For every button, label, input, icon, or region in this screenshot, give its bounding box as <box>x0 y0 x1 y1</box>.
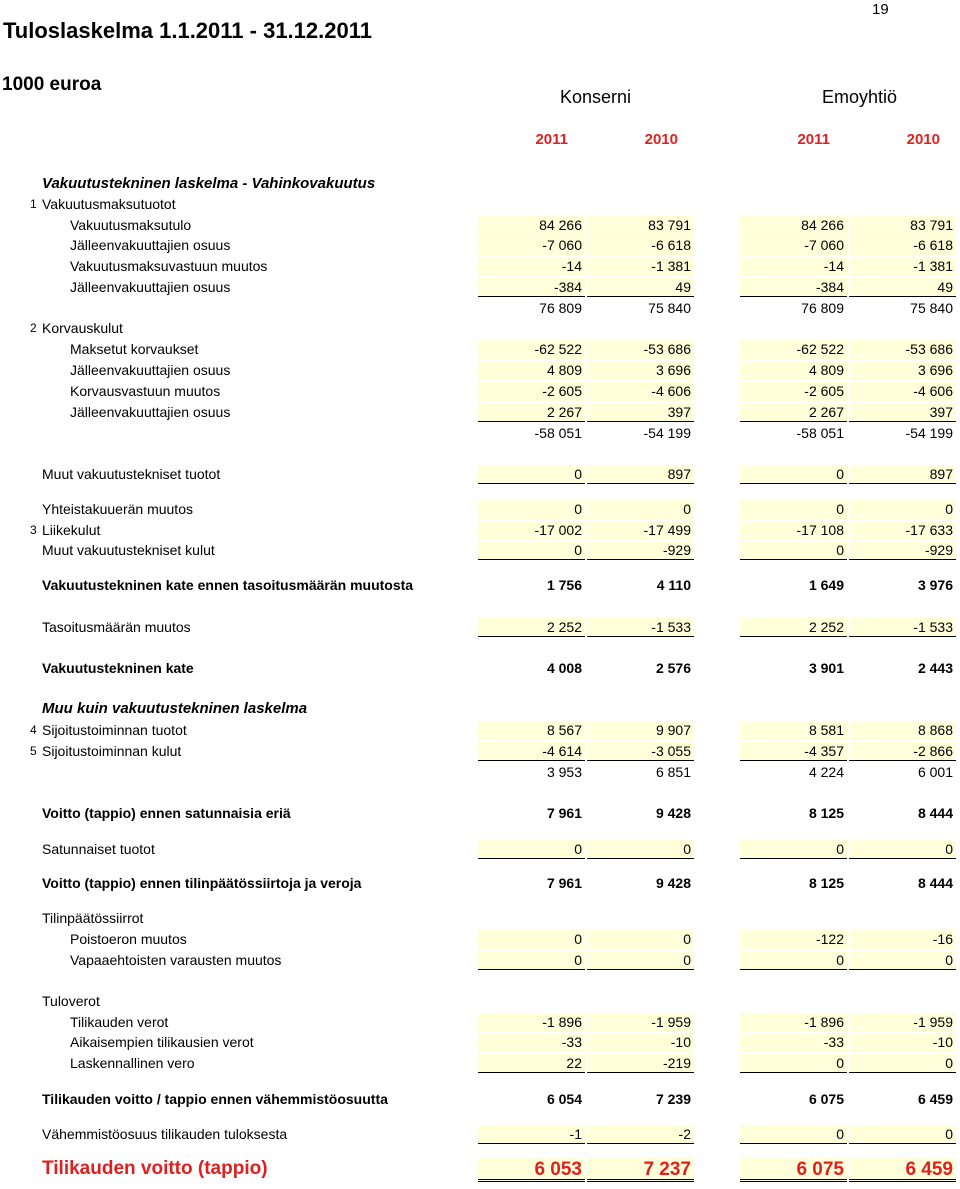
value-parent-2011: 3 901 <box>808 660 844 676</box>
value-parent-2010: -53 686 <box>849 340 956 359</box>
value-group-2011: 0 <box>478 840 585 859</box>
row-label: Jälleenvakuuttajien osuus <box>70 237 231 253</box>
value-parent-2011: -17 108 <box>740 521 847 540</box>
row-label: Muut vakuutustekniset tuotot <box>42 466 221 482</box>
value-group-2010: 897 <box>587 465 694 484</box>
value-group-2011: 4 809 <box>478 361 585 380</box>
value-parent-2010: 6 459 <box>917 1091 953 1107</box>
value-parent-2011: -14 <box>740 257 847 276</box>
value-parent-2011: 6 075 <box>740 1158 847 1182</box>
row-label: Vähemmistöosuus tilikauden tuloksesta <box>42 1126 288 1142</box>
value-group-2011: -384 <box>478 278 585 297</box>
value-parent-2010: 397 <box>849 403 956 422</box>
value-group-2011: 0 <box>478 951 585 970</box>
row-label: Poistoeron muutos <box>70 931 187 947</box>
value-parent-2011: -4 357 <box>740 742 847 761</box>
row-label: Korvausvastuun muutos <box>70 383 221 399</box>
page-number: 19 <box>872 1 889 18</box>
row-label: Tilikauden verot <box>70 1014 169 1030</box>
year-header-parent-2010: 2010 <box>906 131 940 148</box>
row-label: Satunnaiset tuotot <box>42 841 155 857</box>
value-group-2010: -2 <box>587 1125 694 1144</box>
value-group-2011: 7 961 <box>546 875 582 891</box>
row-label: Vakuutustekninen kate <box>42 660 194 676</box>
value-group-2011: -2 605 <box>478 382 585 401</box>
value-group-2011: 0 <box>478 500 585 519</box>
value-parent-2010: 0 <box>849 500 956 519</box>
row-label: Vakuutustekninen kate ennen tasoitusmäärän muutosta <box>42 577 414 593</box>
value-group-2010: 2 576 <box>655 660 691 676</box>
value-group-2011: 1 756 <box>546 577 582 593</box>
value-parent-2010: -10 <box>849 1033 956 1052</box>
row-label: Voitto (tappio) ennen tilinpäätössiirtoja ja veroja <box>42 875 362 891</box>
value-group-2010: -17 499 <box>587 521 694 540</box>
value-group-2011: -1 <box>478 1125 585 1144</box>
value-group-2010: -6 618 <box>587 236 694 255</box>
value-group-2011: 76 809 <box>539 300 582 316</box>
value-parent-2011: 0 <box>740 840 847 859</box>
row-label: Jälleenvakuuttajien osuus <box>70 279 231 295</box>
value-group-2010: -53 686 <box>587 340 694 359</box>
value-parent-2011: -58 051 <box>796 425 844 441</box>
value-parent-2010: -16 <box>849 930 956 949</box>
value-group-2010: 0 <box>587 930 694 949</box>
value-parent-2010: -2 866 <box>849 742 956 761</box>
value-parent-2010: 0 <box>849 1054 956 1073</box>
row-label: Tasoitusmäärän muutos <box>42 619 191 635</box>
value-group-2011: 84 266 <box>478 216 585 235</box>
value-group-2011: -4 614 <box>478 742 585 761</box>
value-parent-2011: 0 <box>740 465 847 484</box>
value-parent-2011: 8 125 <box>808 875 844 891</box>
row-index: 3 <box>30 523 37 537</box>
value-parent-2011: 76 809 <box>801 300 844 316</box>
row-label: Liikekulut <box>42 522 101 538</box>
value-group-2011: -7 060 <box>478 236 585 255</box>
section-non-technical: Muu kuin vakuutustekninen laskelma <box>42 700 308 717</box>
row-label: Laskennallinen vero <box>70 1055 195 1071</box>
value-parent-2011: 0 <box>740 1125 847 1144</box>
row-label: Sijoitustoiminnan tuotot <box>42 722 187 738</box>
value-parent-2011: -62 522 <box>740 340 847 359</box>
value-parent-2010: 0 <box>849 951 956 970</box>
value-parent-2010: -6 618 <box>849 236 956 255</box>
value-parent-2010: 8 444 <box>917 805 953 821</box>
value-parent-2011: 2 252 <box>740 618 847 637</box>
group-column-header: Konserni <box>560 87 632 107</box>
value-group-2010: 75 840 <box>648 300 691 316</box>
value-parent-2011: -33 <box>740 1033 847 1052</box>
value-group-2010: -3 055 <box>587 742 694 761</box>
row-label: Aikaisempien tilikausien verot <box>70 1034 254 1050</box>
value-parent-2011: -7 060 <box>740 236 847 255</box>
value-group-2011: 6 054 <box>546 1091 582 1107</box>
value-parent-2010: 2 443 <box>917 660 953 676</box>
value-parent-2010: 8 444 <box>917 875 953 891</box>
value-group-2010: 397 <box>587 403 694 422</box>
value-parent-2010: -4 606 <box>849 382 956 401</box>
row-label: Vakuutusmaksutulo <box>70 217 192 233</box>
value-group-2011: 2 267 <box>478 403 585 422</box>
year-header-group-2010: 2010 <box>644 131 678 148</box>
parent-column-header: Emoyhtiö <box>822 87 898 107</box>
value-group-2011: -33 <box>478 1033 585 1052</box>
row-label: Muut vakuutustekniset kulut <box>42 542 215 558</box>
value-group-2010: 3 696 <box>587 361 694 380</box>
value-group-2011: 3 953 <box>546 764 582 780</box>
row-label: Vapaaehtoisten varausten muutos <box>70 952 282 968</box>
row-label: Tilikauden voitto (tappio) <box>42 1158 268 1179</box>
value-group-2010: -929 <box>587 541 694 560</box>
row-index: 5 <box>30 744 37 758</box>
row-label: Maksetut korvaukset <box>70 341 199 357</box>
row-label: Sijoitustoiminnan kulut <box>42 743 182 759</box>
value-parent-2011: 8 125 <box>808 805 844 821</box>
value-group-2010: 83 791 <box>587 216 694 235</box>
value-group-2010: -219 <box>587 1054 694 1073</box>
value-parent-2011: -2 605 <box>740 382 847 401</box>
row-index: 4 <box>30 723 37 737</box>
value-parent-2010: 3 976 <box>917 577 953 593</box>
value-parent-2010: 0 <box>849 840 956 859</box>
value-parent-2011: 84 266 <box>740 216 847 235</box>
value-group-2011: 7 961 <box>546 805 582 821</box>
value-group-2011: -14 <box>478 257 585 276</box>
row-label: Tilikauden voitto / tappio ennen vähemmistöosuutta <box>42 1091 388 1107</box>
value-parent-2010: 897 <box>849 465 956 484</box>
row-label: Yhteistakuuerän muutos <box>42 501 193 517</box>
value-group-2010: -54 199 <box>643 425 691 441</box>
row-label: Vakuutusmaksutuotot <box>42 196 176 212</box>
value-parent-2010: -929 <box>849 541 956 560</box>
value-parent-2011: 0 <box>740 541 847 560</box>
value-group-2010: 6 851 <box>655 764 691 780</box>
value-group-2010: 9 907 <box>587 721 694 740</box>
row-label: Tuloverot <box>42 993 100 1009</box>
row-label: Jälleenvakuuttajien osuus <box>70 362 231 378</box>
value-parent-2010: -17 633 <box>849 521 956 540</box>
value-group-2011: 0 <box>478 465 585 484</box>
value-parent-2010: -1 533 <box>849 618 956 637</box>
value-parent-2011: 4 224 <box>808 764 844 780</box>
value-parent-2010: -1 381 <box>849 257 956 276</box>
value-parent-2011: -384 <box>740 278 847 297</box>
value-group-2010: 7 239 <box>655 1091 691 1107</box>
row-label: Korvauskulut <box>42 320 123 336</box>
value-parent-2011: 8 581 <box>740 721 847 740</box>
row-index: 2 <box>30 321 37 335</box>
value-parent-2010: 83 791 <box>849 216 956 235</box>
value-group-2011: 4 008 <box>546 660 582 676</box>
value-parent-2011: 2 267 <box>740 403 847 422</box>
value-parent-2011: 1 649 <box>808 577 844 593</box>
row-label: Tilinpäätössiirrot <box>42 910 144 926</box>
value-parent-2010: 75 840 <box>910 300 953 316</box>
value-parent-2011: 6 075 <box>808 1091 844 1107</box>
unit-label: 1000 euroa <box>2 74 102 95</box>
value-group-2011: 8 567 <box>478 721 585 740</box>
value-group-2011: 22 <box>478 1054 585 1073</box>
row-label: Jälleenvakuuttajien osuus <box>70 404 231 420</box>
page-title: Tuloslaskelma 1.1.2011 - 31.12.2011 <box>3 18 372 43</box>
value-parent-2010: 49 <box>849 278 956 297</box>
value-group-2010: 0 <box>587 951 694 970</box>
value-group-2011: -1 896 <box>478 1013 585 1032</box>
section-technical: Vakuutustekninen laskelma - Vahinkovakuutus <box>42 175 376 192</box>
value-parent-2010: 0 <box>849 1125 956 1144</box>
value-group-2011: 0 <box>478 541 585 560</box>
year-header-group-2011: 2011 <box>535 131 568 148</box>
value-parent-2011: 0 <box>740 1054 847 1073</box>
value-group-2011: 6 053 <box>478 1158 585 1182</box>
value-group-2011: -58 051 <box>534 425 582 441</box>
value-parent-2010: -54 199 <box>905 425 953 441</box>
value-parent-2010: 8 868 <box>849 721 956 740</box>
value-parent-2011: -1 896 <box>740 1013 847 1032</box>
row-label: Vakuutusmaksuvastuun muutos <box>70 258 268 274</box>
value-parent-2010: 6 459 <box>849 1158 956 1182</box>
value-group-2010: -1 959 <box>587 1013 694 1032</box>
value-group-2011: 2 252 <box>478 618 585 637</box>
value-parent-2011: 4 809 <box>740 361 847 380</box>
value-group-2011: -17 002 <box>478 521 585 540</box>
row-label: Voitto (tappio) ennen satunnaisia eriä <box>42 805 291 821</box>
year-header-parent-2011: 2011 <box>797 131 830 148</box>
value-group-2010: -4 606 <box>587 382 694 401</box>
value-group-2010: 49 <box>587 278 694 297</box>
value-group-2010: -1 533 <box>587 618 694 637</box>
row-index: 1 <box>30 197 37 211</box>
value-group-2010: 0 <box>587 840 694 859</box>
value-parent-2010: -1 959 <box>849 1013 956 1032</box>
value-parent-2010: 3 696 <box>849 361 956 380</box>
value-group-2010: 9 428 <box>655 805 691 821</box>
value-parent-2011: 0 <box>740 951 847 970</box>
value-parent-2010: 6 001 <box>917 764 953 780</box>
value-group-2010: -10 <box>587 1033 694 1052</box>
value-group-2011: 0 <box>478 930 585 949</box>
value-parent-2011: 0 <box>740 500 847 519</box>
value-group-2010: 0 <box>587 500 694 519</box>
value-group-2010: 9 428 <box>655 875 691 891</box>
value-group-2010: 7 237 <box>587 1158 694 1182</box>
value-group-2010: 4 110 <box>656 577 691 593</box>
value-parent-2011: -122 <box>740 930 847 949</box>
value-group-2011: -62 522 <box>478 340 585 359</box>
value-group-2010: -1 381 <box>587 257 694 276</box>
